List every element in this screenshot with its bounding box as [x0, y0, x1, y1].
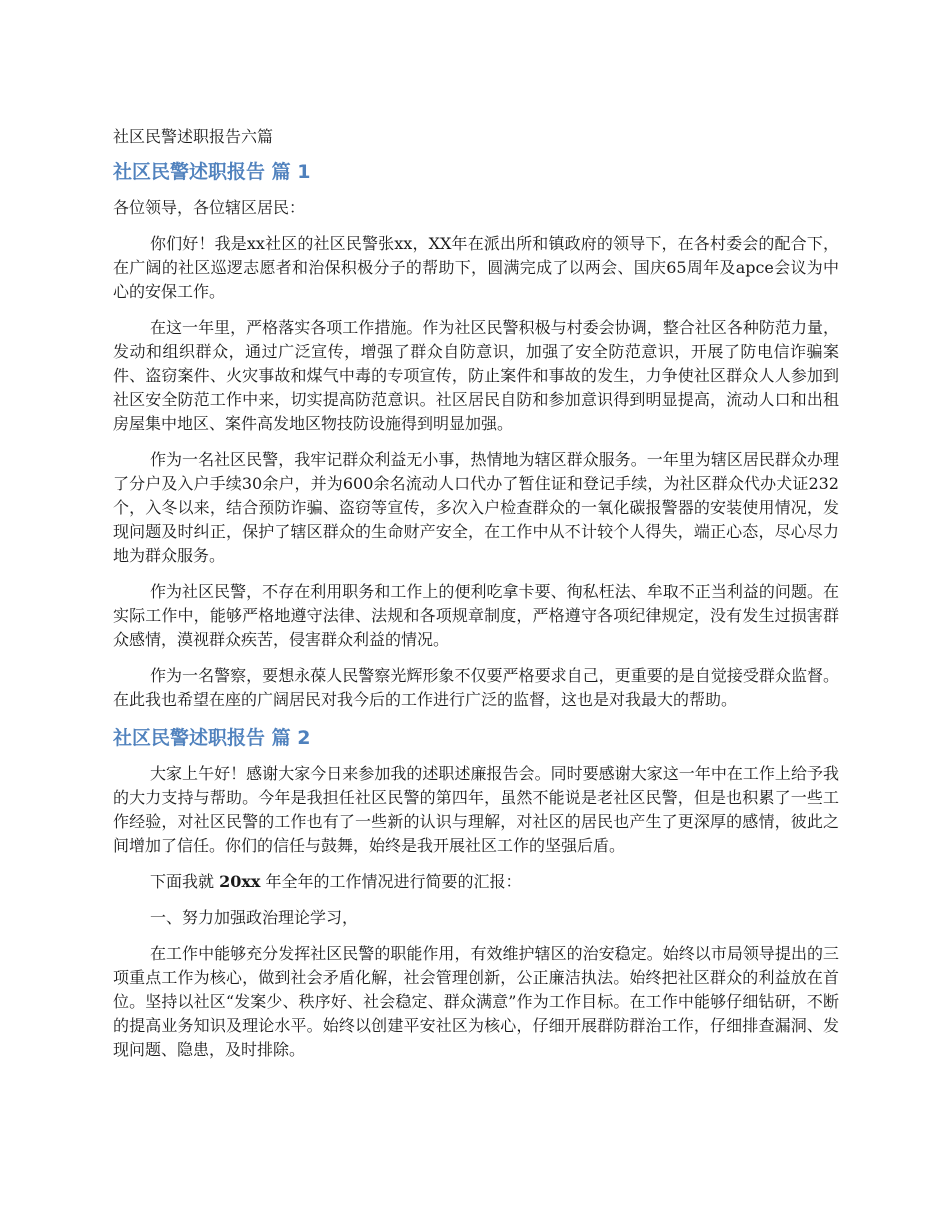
body-paragraph: 作为一名警察，要想永葆人民警察光辉形象不仅要严格要求自己，更重要的是自觉接受群众监督。在此我也希望在座的广阔居民对我今后的工作进行广泛的监督，这也是对我最大的帮助。 [113, 666, 839, 709]
section-heading-1: 社区民警述职报告 篇 1 [113, 161, 311, 183]
report-intro-prefix: 下面我就 [150, 872, 220, 891]
report-intro-paragraph [113, 870, 839, 894]
subsection-heading: 一、努力加强政治理论学习， [150, 908, 359, 927]
body-paragraph: 在这一年里，严格落实各项工作措施。作为社区民警积极与村委会协调，整合社区各种防范力量，发动和组织群众，通过广泛宣传，增强了群众自防意识，加强了安全防范意识，开展了防电信诈骗案件、盗窃案件、火灾事故和煤气中毒的专项宣传，防止案件和事故的发生，力争使社区群众人人参加到社区安全防范工作中来，切实提高防范意识。社区居民自防和参加意识得到明显提高，流动人口和出租房屋集中地区、案件高发地区物技防设施得到明显加强。 [113, 318, 839, 433]
section-heading-2: 社区民警述职报告 篇 2 [113, 727, 311, 749]
document-page [113, 124, 839, 1074]
body-paragraph: 作为社区民警，不存在利用职务和工作上的便利吃拿卡要、徇私枉法、牟取不正当利益的问题。在实际工作中，能够严格地遵守法律、法规和各项规章制度，严格遵守各项纪律规定，没有发生过损害群众感情，漠视群众疾苦，侵害群众利益的情况。 [113, 582, 839, 649]
body-paragraph: 在工作中能够充分发挥社区民警的职能作用，有效维护辖区的治安稳定。始终以市局领导提出的三项重点工作为核心，做到社会矛盾化解，社会管理创新，公正廉洁执法。始终把社区群众的利益放在首位。坚持以社区“发案少、秩序好、社会稳定、群众满意”作为工作目标。在工作中能够仔细钻研，不断的提高业务知识及理论水平。始终以创建平安社区为核心，仔细开展群防群治工作，仔细排查漏洞、发现问题、隐患，及时排除。 [113, 944, 839, 1059]
document-title: 社区民警述职报告六篇 [113, 127, 274, 146]
body-paragraph: 作为一名社区民警，我牢记群众利益无小事，热情地为辖区群众服务。一年里为辖区居民群众办理了分户及入户手续30余户，并为600余名流动人口代办了暂住证和登记手续，为社区群众代办犬证232个，入冬以来，结合预防诈骗、盗窃等宣传，多次入户检查群众的一氧化碳报警器的安装使用情况，发现问题及时纠正，保护了辖区群众的生命财产安全，在工作中从不计较个人得失，端正心态，尽心尽力地为群众服务。 [113, 450, 839, 565]
report-year: 20xx [219, 872, 261, 891]
body-paragraph: 大家上午好！感谢大家今日来参加我的述职述廉报告会。同时要感谢大家这一年中在工作上给予我的大力支持与帮助。今年是我担任社区民警的第四年，虽然不能说是老社区民警，但是也积累了一些工作经验，对社区民警的工作也有了一些新的认识与理解，对社区的居民也产生了更深厚的感情，彼此之间增加了信任。你们的信任与鼓舞，始终是我开展社区工作的坚强后盾。 [113, 764, 839, 855]
salutation-paragraph: 各位领导，各位辖区居民： [113, 198, 306, 217]
body-paragraph: 你们好！我是xx社区的社区民警张xx，XX年在派出所和镇政府的领导下，在各村委会的配合下，在广阔的社区巡逻志愿者和治保积极分子的帮助下，圆满完成了以两会、国庆65周年及apce会议为中心的安保工作。 [113, 234, 839, 301]
report-intro-suffix: 年全年的工作情况进行简要的汇报： [260, 872, 522, 891]
